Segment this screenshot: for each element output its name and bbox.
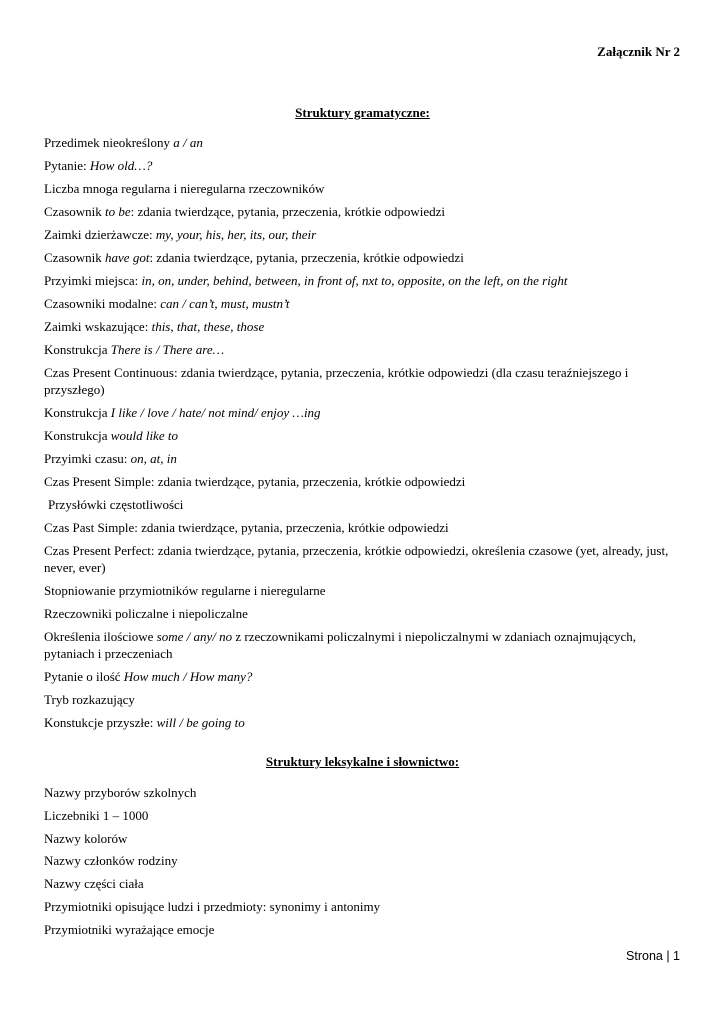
grammar-item: Rzeczowniki policzalne i niepoliczalne xyxy=(44,606,248,621)
grammar-item: Liczba mnoga regularna i nieregularna rzeczowników xyxy=(44,181,325,196)
grammar-item: Pytanie: How old…? xyxy=(44,158,153,173)
attachment-label: Załącznik Nr 2 xyxy=(597,44,680,59)
grammar-item: Zaimki wskazujące: this, that, these, those xyxy=(44,319,265,334)
grammar-item: Przedimek nieokreślony a / an xyxy=(44,135,203,150)
vocabulary-item: Nazwy członków rodziny xyxy=(44,853,178,869)
vocabulary-item: Liczebniki 1 – 1000 xyxy=(44,807,149,823)
grammar-item: Przyimki miejsca: in, on, under, behind, between, in front of, nxt to, opposite, on the left, on the right xyxy=(44,273,568,288)
vocabulary-item: Przymiotniki opisujące ludzi i przedmioty: synonimy i antonimy xyxy=(44,898,381,914)
grammar-item: Przyimki czasu: on, at, in xyxy=(44,451,177,466)
vocabulary-heading: Struktury leksykalne i słownictwo: xyxy=(265,754,460,769)
grammar-item: Zaimki dzierżawcze: my, your, his, her, its, our, their xyxy=(44,227,317,242)
grammar-item: Pytanie o ilość How much / How many? xyxy=(44,669,253,684)
grammar-item: Konstukcje przyszłe: will / be going to xyxy=(44,715,245,730)
grammar-item: Stopniowanie przymiotników regularne i nieregularne xyxy=(44,583,326,598)
grammar-item: Tryb rozkazujący xyxy=(44,692,135,707)
grammar-item: Konstrukcja There is / There are… xyxy=(44,342,225,357)
vocabulary-item: Nazwy części ciała xyxy=(44,876,144,892)
grammar-heading: Struktury gramatyczne: xyxy=(295,105,430,120)
vocabulary-item: Nazwy przyborów szkolnych xyxy=(44,785,197,800)
grammar-item: Czas Past Simple: zdania twierdzące, pytania, przeczenia, krótkie odpowiedzi xyxy=(44,520,449,535)
grammar-item: Czas Present Perfect: zdania twierdzące, pytania, przeczenia, krótkie odpowiedzi, określenia czasowe (yet, already, just, never, ever) xyxy=(44,543,669,575)
grammar-item: Czas Present Simple: zdania twierdzące, pytania, przeczenia, krótkie odpowiedzi xyxy=(44,474,466,489)
grammar-item: Czasownik have got: zdania twierdzące, pytania, przeczenia, krótkie odpowiedzi xyxy=(44,250,464,265)
grammar-item: Konstrukcja would like to xyxy=(44,428,178,443)
vocabulary-item: Nazwy kolorów xyxy=(44,830,128,846)
page-number: Strona | 1 xyxy=(626,949,680,963)
vocabulary-list xyxy=(44,784,684,944)
grammar-item: Czas Present Continuous: zdania twierdzące, pytania, przeczenia, krótkie odpowiedzi (dla czasu teraźniejszego i przyszłego) xyxy=(44,365,629,397)
grammar-item: Przysłówki częstotliwości xyxy=(48,497,184,512)
vocabulary-item: Przymiotniki wyrażające emocje xyxy=(44,921,215,937)
grammar-list xyxy=(44,134,684,737)
grammar-item: Czasownik to be: zdania twierdzące, pytania, przeczenia, krótkie odpowiedzi xyxy=(44,204,446,219)
grammar-item: Konstrukcja I like / love / hate/ not mind/ enjoy …ing xyxy=(44,405,321,420)
grammar-item: Określenia ilościowe some / any/ no z rzeczownikami policzalnymi i niepoliczalnymi w zdaniach oznajmujących, pytaniach i przeczeniach xyxy=(44,629,637,661)
grammar-item: Czasowniki modalne: can / can’t, must, mustn’t xyxy=(44,296,290,311)
